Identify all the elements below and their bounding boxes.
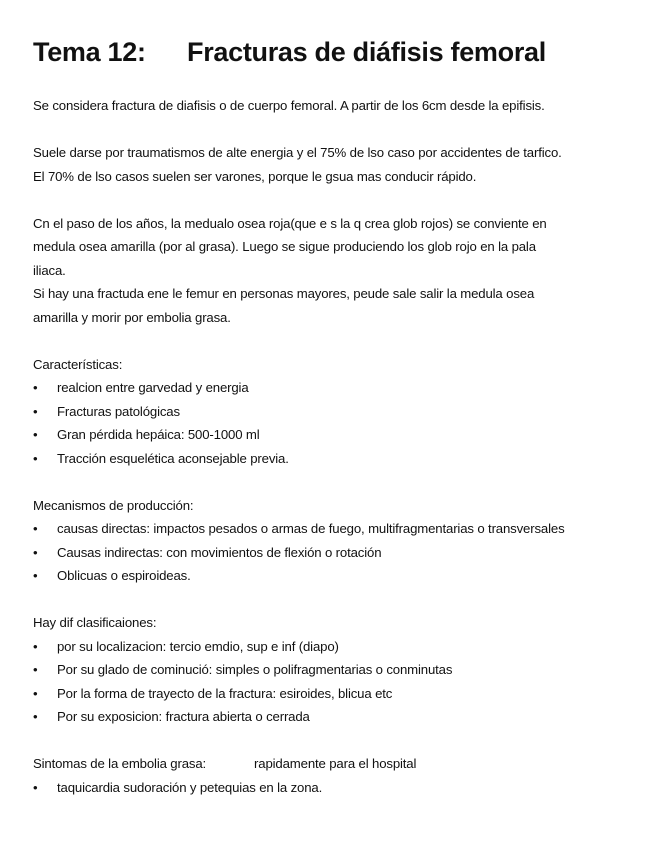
list-item: • Oblicuas o espiroideas. [33, 564, 633, 588]
list-item: • Por su glado de cominució: simples o polifragmentarias o conminutas [33, 658, 633, 682]
bullet-icon: • [33, 403, 38, 419]
page-title [33, 34, 633, 72]
title-text: Fracturas de diáfisis femoral [187, 37, 546, 67]
bullet-icon: • [33, 521, 38, 536]
intro-paragraph-3-line-2: medula osea amarilla (por al grasa). Luego se sigue produciendo los glob rojo en la pala [33, 239, 536, 254]
list-item: • Gran pérdida hepáica: 500-1000 ml [33, 423, 633, 447]
intro-paragraph-2-line-1: Suele darse por traumatismos de alte energia y el 75% de lso caso por accidentes de tarfico. [33, 145, 562, 160]
list-item: • realcion entre garvedad y energia [33, 376, 633, 400]
bullet-icon: • [33, 427, 38, 442]
list-item: • por su localizacion: tercio emdio, sup e inf (diapo) [33, 635, 633, 659]
mecanismos-list [33, 517, 633, 588]
intro-paragraph-3-line-1: Cn el paso de los años, la medualo osea roja(que e s la q crea glob rojos) se conviente en [33, 215, 547, 231]
bullet-icon: • [33, 779, 38, 795]
intro-paragraph-3-line-3: iliaca. [33, 262, 66, 278]
sintomas-note: rapidamente para el hospital [254, 756, 417, 771]
caracteristicas-list [33, 376, 633, 470]
clasificaciones-list [33, 635, 633, 729]
list-item: • Causas indirectas: con movimientos de flexión o rotación [33, 541, 633, 565]
bullet-icon: • [33, 568, 38, 583]
section-heading-clasificaciones: Hay dif clasificaiones: [33, 615, 157, 630]
bullet-icon: • [33, 685, 38, 701]
intro-paragraph-3-line-5: amarilla y morir por embolia grasa. [33, 309, 231, 325]
section-heading-caracteristicas: Características: [33, 356, 123, 372]
title-number: Tema 12: [33, 37, 146, 67]
bullet-icon: • [33, 662, 38, 677]
list-item: • taquicardia sudoración y petequias en la zona. [33, 776, 633, 800]
list-item: • Por la forma de trayecto de la fractura: esiroides, blicua etc [33, 682, 633, 706]
bullet-icon: • [33, 380, 38, 395]
document-page [33, 34, 633, 799]
sintomas-list [33, 776, 633, 800]
bullet-icon: • [33, 544, 38, 560]
section-heading-mecanismos: Mecanismos de producción: [33, 497, 194, 513]
intro-paragraph-2-line-2: El 70% de lso casos suelen ser varones, porque le gsua mas conducir rápido. [33, 168, 477, 184]
section-heading-sintomas: Sintomas de la embolia grasa: rapidamente para el hospital [33, 756, 417, 771]
list-item: • Fracturas patológicas [33, 400, 633, 424]
intro-paragraph-1: Se considera fractura de diafisis o de cuerpo femoral. A partir de los 6cm desde la epifisis. [33, 98, 545, 113]
intro-paragraph-3-line-4: Si hay una fractuda ene le femur en personas mayores, peude sale salir la medula osea [33, 286, 535, 301]
bullet-icon: • [33, 450, 38, 466]
list-item: • Por su exposicion: fractura abierta o cerrada [33, 705, 633, 729]
bullet-icon: • [33, 709, 38, 724]
document-body [33, 94, 633, 799]
list-item: • Tracción esquelética aconsejable previa. [33, 447, 633, 471]
bullet-icon: • [33, 638, 38, 654]
list-item: • causas directas: impactos pesados o armas de fuego, multifragmentarias o transversales [33, 517, 633, 541]
